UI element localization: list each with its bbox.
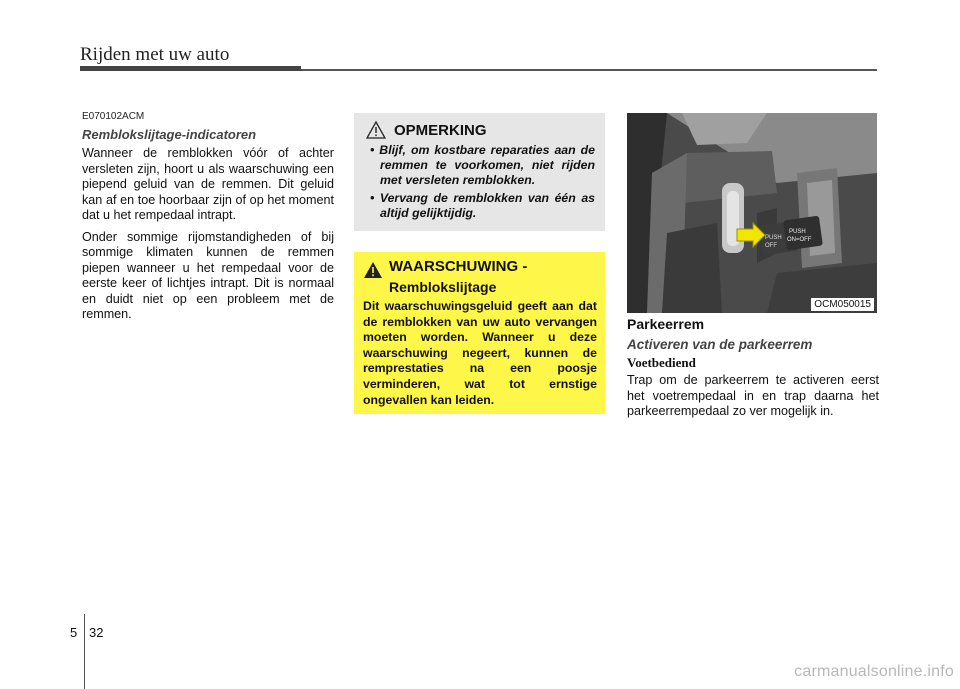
warning-subtitle: Remblokslijtage: [389, 279, 497, 295]
note-bullet-2: • Vervang de remblokken van één as altijd gelijktijdig.: [370, 191, 595, 220]
figure-caption: OCM050015: [811, 298, 874, 311]
caution-outline-icon: [366, 121, 386, 139]
note-bullet-1: • Blijf, om kostbare reparaties aan de remmen te voorkomen, niet rijden met versleten remblokken.: [370, 143, 595, 187]
section-subheading-right: Activeren van de parkeerrem: [627, 337, 813, 352]
section-subheading: Remblokslijtage-indicatoren: [82, 127, 257, 142]
left-column: [82, 111, 334, 329]
section-title: Parkeerrem: [627, 316, 705, 332]
label-push-right: PUSH: [789, 229, 806, 235]
watermark: carmanualsonline.info: [794, 663, 954, 680]
warning-text: Dit waarschuwingsgeluid geeft aan dat de remblokken van uw auto vervangen moeten worden. Wanneer u deze waarschuwing negeert, kunnen de remprestaties na een poosje verminderen, wat tot ernstige ongevallen kan leiden.: [363, 299, 597, 407]
header-rule: [301, 69, 877, 71]
warning-title: WAARSCHUWING -: [389, 258, 528, 275]
page-header-title: Rijden met uw auto: [80, 44, 230, 65]
paragraph-right: Trap om de parkeerrem te activeren eerst het voetrempedaal in en trap daarna het parkeerrempedaal zo ver mogelijk in.: [627, 373, 879, 418]
warning-header: [363, 258, 597, 279]
header-bar: [80, 66, 301, 71]
note-title: OPMERKING: [394, 121, 487, 139]
section-serif-heading: Voetbediend: [627, 355, 696, 370]
paragraph-1: Wanneer de remblokken vóór of achter versleten zijn, hoort u als waarschuwing een piepend geluid van de remmen. Dit geluid kan af en toe hoorbaar zijn of op het moment dat u het rempedaal intrapt.: [82, 146, 334, 222]
right-column: [627, 316, 879, 426]
label-onoff-right: ON=OFF: [787, 237, 812, 243]
note-box: [354, 113, 605, 231]
parking-brake-figure: [627, 113, 877, 313]
footer-rule: [84, 614, 85, 689]
chapter-number: 5: [70, 625, 78, 640]
label-push-left: PUSH: [765, 235, 782, 241]
page-number: 32: [89, 625, 104, 640]
warning-icon: [363, 261, 383, 279]
note-header: [366, 121, 595, 139]
pedal-illustration: [627, 113, 877, 313]
warning-box: [354, 252, 605, 414]
label-off-left: OFF: [765, 243, 777, 249]
paragraph-2: Onder sommige rijomstandigheden of bij sommige klimaten kunnen de remmen piepen wanneer u het rempedaal voor de eerste keer of lichtjes intrapt. Dit is normaal en duidt niet op een probleem met de remmen.: [82, 229, 334, 321]
section-code: E070102ACM: [82, 111, 145, 122]
